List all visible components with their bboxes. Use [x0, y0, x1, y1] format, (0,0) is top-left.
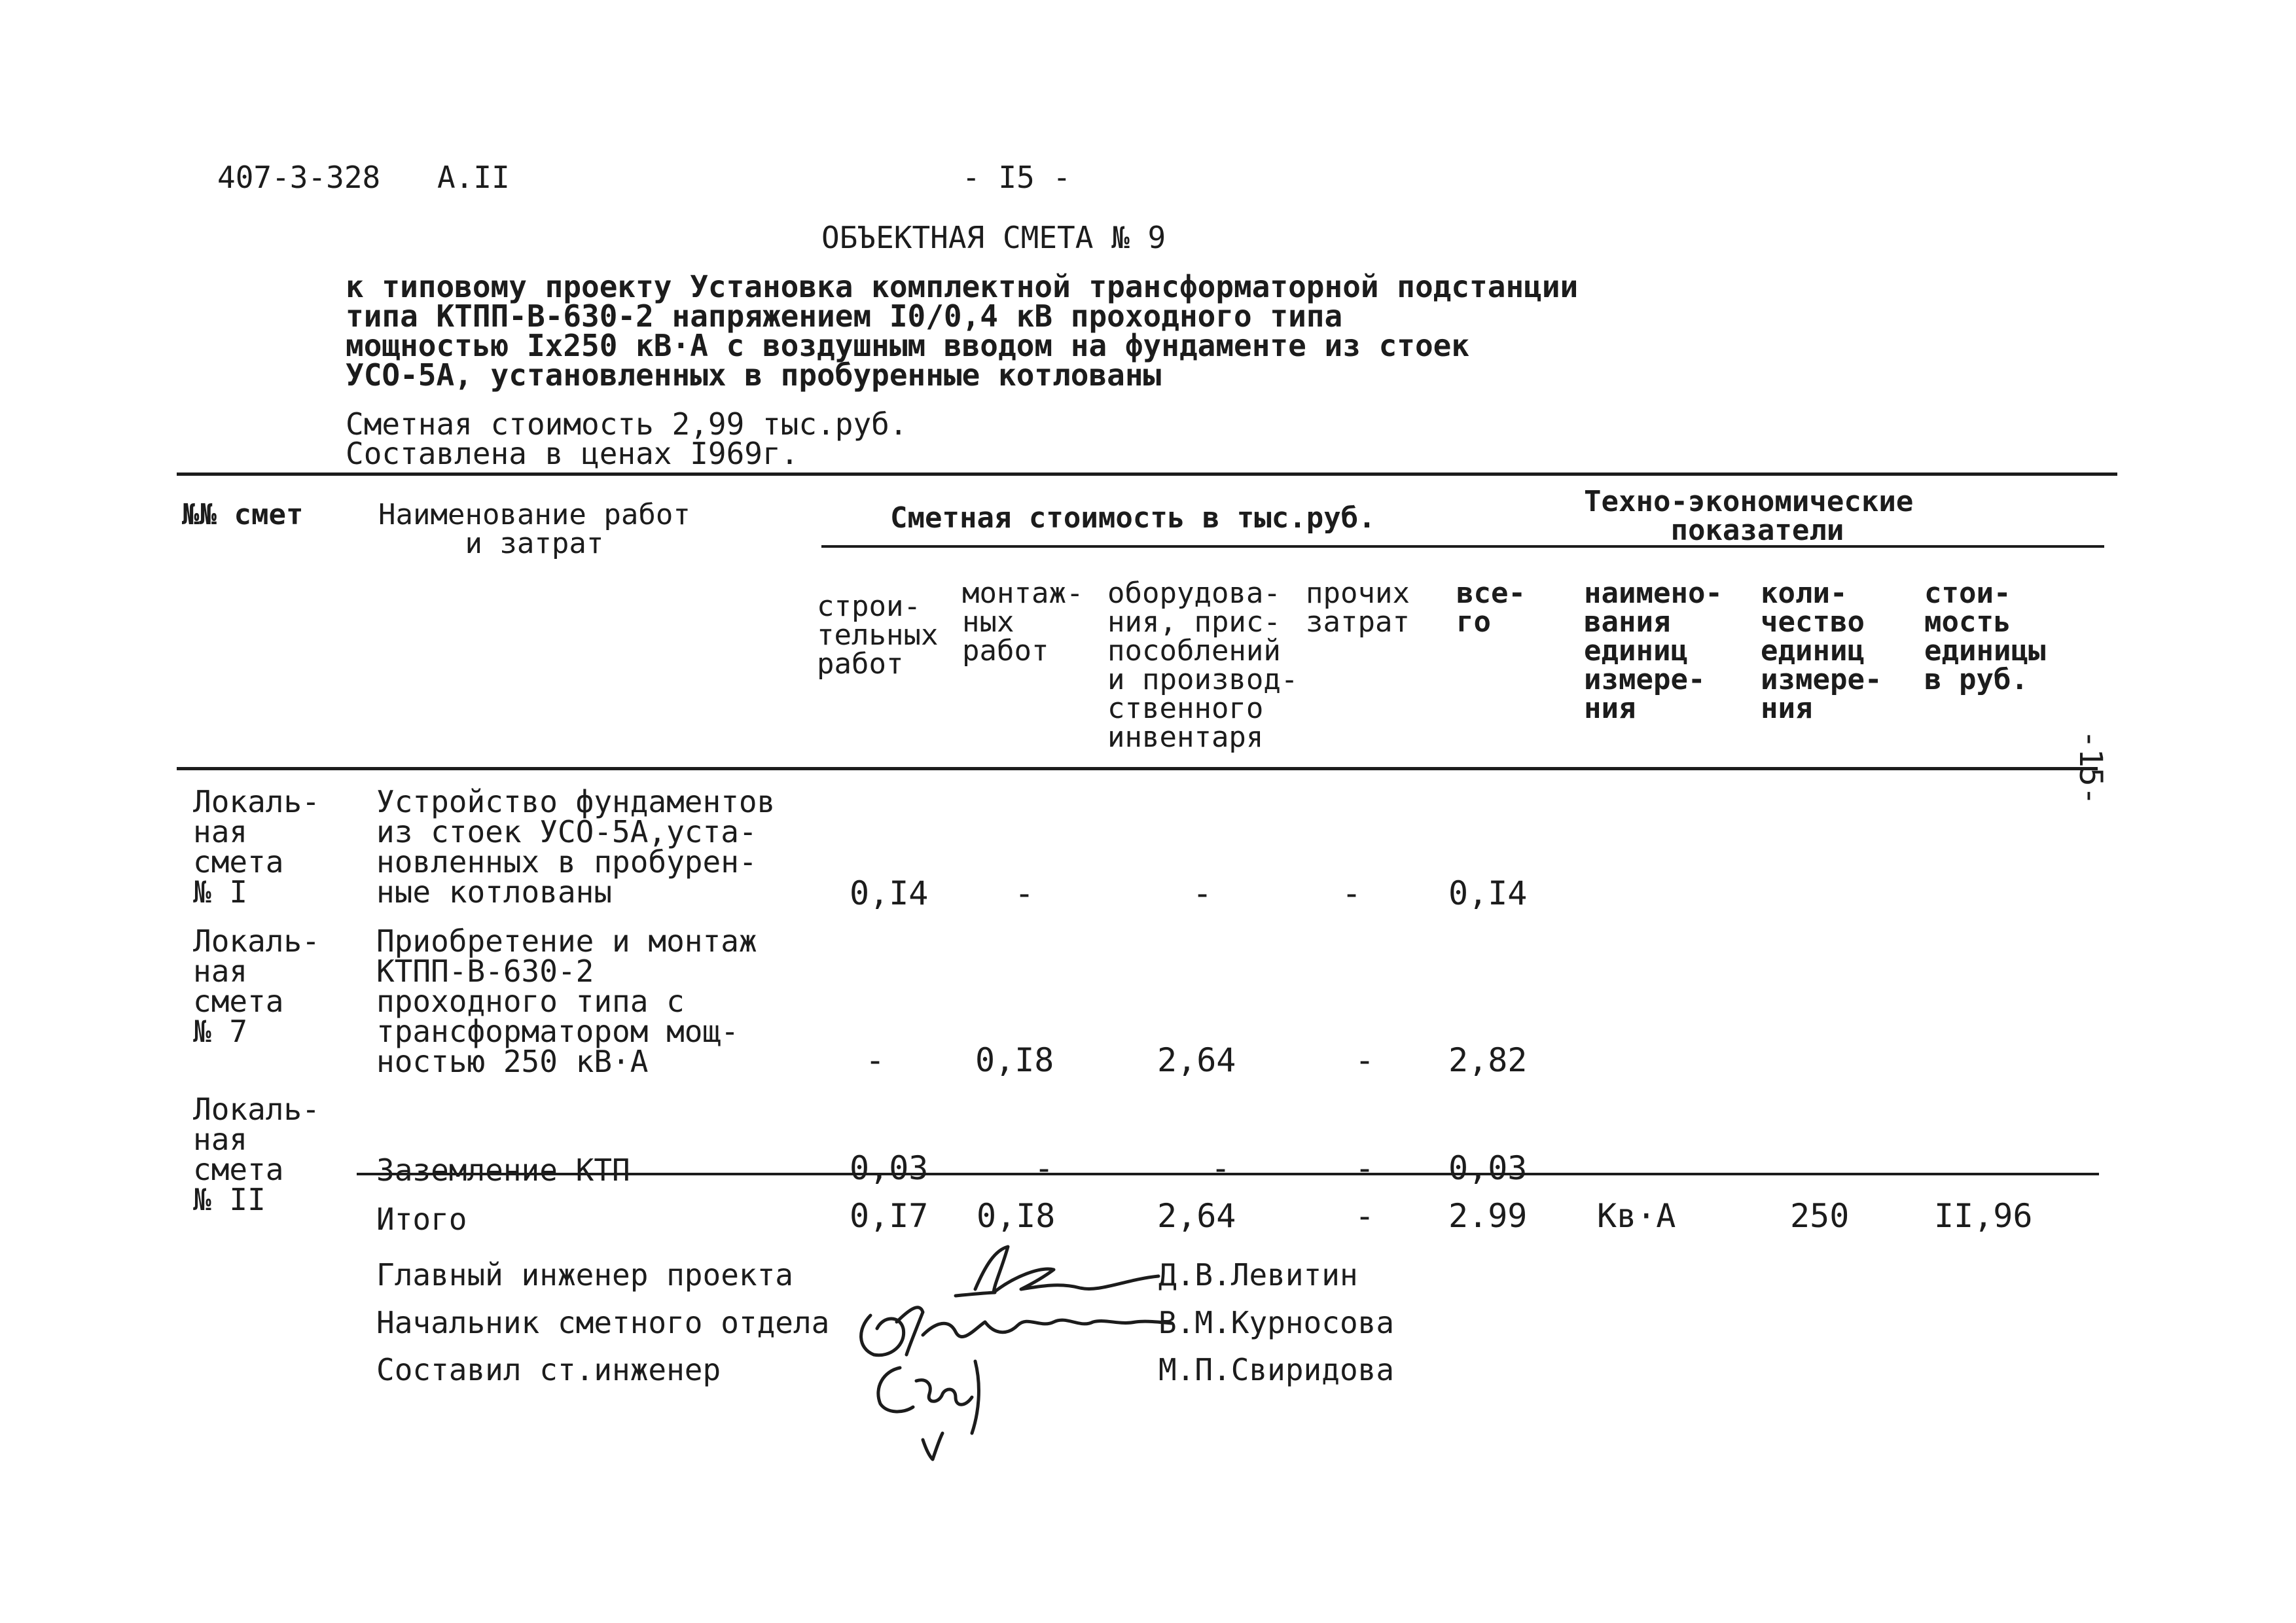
header-sub-rule	[821, 545, 2104, 548]
header-unit-quantity: коли- чество единиц измере- ния	[1761, 577, 1882, 725]
row-other-cost: -	[1342, 874, 1362, 912]
total-unit-name: Кв·А	[1597, 1197, 1676, 1235]
row-equipment-cost: -	[1193, 874, 1213, 912]
row-installation-cost: -	[1014, 874, 1035, 912]
row-construction-cost: 0,I4	[850, 874, 929, 912]
row-total-cost: 0,03	[1448, 1149, 1528, 1187]
row-equipment-cost: -	[1211, 1149, 1231, 1187]
row-construction-cost: -	[865, 1041, 886, 1079]
row-estimate-ref: Локаль- ная смета № II	[193, 1092, 320, 1217]
header-estimate-number: №№ смет	[182, 498, 304, 531]
signature-role-compiler: Составил ст.инженер	[376, 1352, 721, 1387]
row-equipment-cost: 2,64	[1157, 1041, 1236, 1079]
total-unit-quantity: 250	[1790, 1197, 1850, 1235]
row-total-cost: 2,82	[1448, 1041, 1528, 1079]
title-line-4: УСО-5А, установленных в пробуренные котлованы	[346, 357, 1162, 393]
title-line-2: типа КТПП-В-630-2 напряжением I0/0,4 кВ проходного типа	[346, 298, 1343, 334]
row-estimate-ref: Локаль- ная смета № I	[193, 784, 320, 910]
total-construction-cost: 0,I7	[850, 1197, 929, 1235]
header-cost-group: Сметная стоимость в тыс.руб.	[890, 501, 1376, 535]
prices-year-line: Составлена в ценах I969г.	[346, 436, 799, 471]
row-installation-cost: 0,I8	[975, 1041, 1054, 1079]
header-work-name: Наименование работ и затрат	[378, 498, 691, 560]
signature-role-dept-head: Начальник сметного отдела	[376, 1305, 830, 1340]
header-total: все- го	[1456, 577, 1526, 639]
row-total-cost: 0,I4	[1448, 874, 1528, 912]
page-number: - I5 -	[962, 160, 1071, 195]
signature-name-chief-engineer: Д.В.Левитин	[1158, 1257, 1358, 1293]
header-equipment: оборудова- ния, прис- пособлений и производ- ственного инвентаря	[1107, 577, 1299, 754]
album-number: А.II	[437, 160, 510, 195]
row-estimate-ref: Локаль- ная смета № 7	[193, 923, 320, 1049]
margin-page-number: -15-	[2072, 730, 2109, 806]
row-installation-cost: -	[1034, 1149, 1054, 1187]
document-code: 407-3-328	[217, 160, 381, 195]
estimated-cost-line: Сметная стоимость 2,99 тыс.руб.	[346, 406, 908, 442]
header-tech-indicators: Техно-экономические показатели	[1584, 485, 1914, 547]
table-top-rule	[177, 473, 2117, 476]
total-other-cost: -	[1355, 1197, 1375, 1235]
signature-role-chief-engineer: Главный инженер проекта	[376, 1257, 793, 1293]
header-unit-name: наимено- вания единиц измере- ния	[1584, 577, 1723, 725]
total-unit-cost: II,96	[1934, 1197, 2033, 1235]
header-installation-works: монтаж- ных работ	[962, 577, 1084, 668]
row-work-name: Заземление КТП	[376, 1152, 630, 1188]
row-work-name: Устройство фундаментов из стоек УСО-5А,уста- новленных в пробурен- ные котлованы	[376, 784, 776, 910]
handwritten-signatures	[844, 1230, 1185, 1466]
row-other-cost: -	[1355, 1149, 1375, 1187]
row-construction-cost: 0,03	[850, 1149, 929, 1187]
estimate-title: ОБЪЕКТНАЯ СМЕТА № 9	[821, 220, 1166, 255]
row-other-cost: -	[1355, 1041, 1375, 1079]
signature-name-compiler: М.П.Свиридова	[1158, 1352, 1395, 1387]
total-label: Итого	[376, 1202, 467, 1237]
total-cost: 2.99	[1448, 1197, 1528, 1235]
header-unit-cost: стои- мость единицы в руб.	[1924, 577, 2046, 696]
header-other-costs: прочих затрат	[1306, 577, 1410, 639]
title-line-1: к типовому проекту Установка комплектной трансформаторной подстанции	[346, 269, 1579, 304]
total-equipment-cost: 2,64	[1157, 1197, 1236, 1235]
title-line-3: мощностью Iх250 кВ·А с воздушным вводом на фундаменте из стоек	[346, 328, 1470, 363]
header-construction-works: строи- тельных работ	[817, 590, 939, 681]
row-work-name: Приобретение и монтаж КТПП-В-630-2 проходного типа с трансформатором мощ- ностью 250 кВ·А	[376, 923, 757, 1079]
signature-name-dept-head: В.М.Курносова	[1158, 1305, 1395, 1340]
total-installation-cost: 0,I8	[977, 1197, 1056, 1235]
header-bottom-rule	[177, 767, 2098, 770]
